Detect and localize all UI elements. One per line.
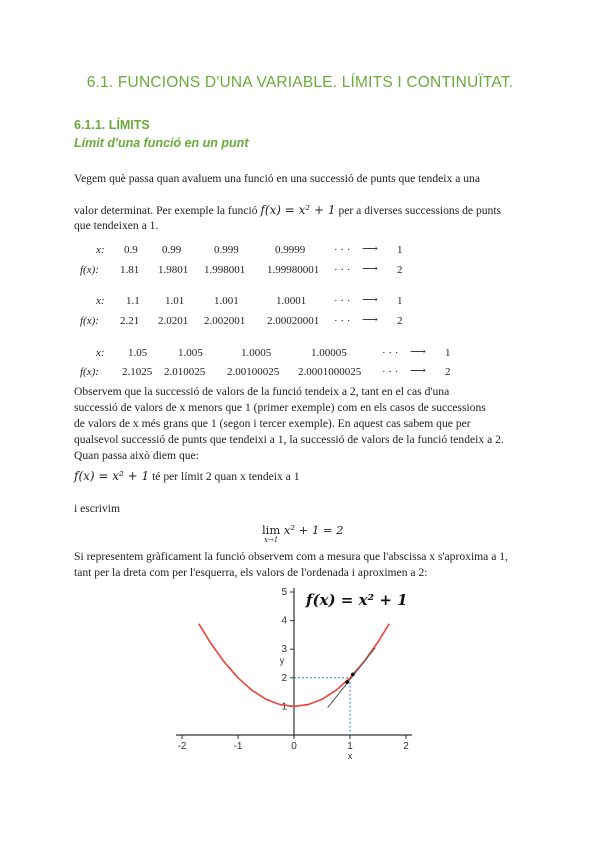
table2-f-label: f(x):	[80, 315, 99, 327]
table3-f-cell: 2	[445, 366, 451, 378]
table2-f-cell: 2.21	[120, 315, 140, 327]
limit-lim: lim	[262, 523, 281, 537]
table3-x-cell: 1.0005	[241, 347, 272, 359]
table1-f-cell: 2	[397, 264, 403, 276]
table1-f-cell: 1.99980001	[267, 264, 320, 276]
table3-f-label: f(x):	[80, 366, 99, 378]
table1-x-cell: ⟶	[362, 243, 378, 255]
table2-x-cell: 1.1	[126, 295, 140, 307]
x-tick-label: -1	[233, 741, 243, 752]
table1-x-cell: · · ·	[334, 244, 351, 256]
table1-x-cell: 0.9999	[275, 244, 306, 256]
table2-f-cell: 2.00020001	[267, 315, 320, 327]
y-tick-label: 3	[281, 644, 287, 656]
table1-f-cell: 1.998001	[204, 264, 246, 276]
x-tick-label: 0	[291, 741, 297, 752]
table2-x-cell: 1.01	[165, 295, 185, 307]
y-tick-label: 2	[281, 672, 287, 684]
function-formula: f(x) = x² + 1	[260, 203, 336, 217]
para2-line2: successió de valors de x menors que 1 (primer exemple) com en els casos de successions	[74, 401, 486, 414]
table2-x-label: x:	[96, 295, 105, 307]
table1-f-cell: · · ·	[334, 264, 351, 276]
table3-x-cell: 1.05	[128, 347, 148, 359]
table3-f-cell: 2.00100025	[227, 366, 280, 378]
table3-x-cell: 1	[445, 347, 451, 359]
limit-subscript: x→1	[263, 536, 279, 544]
chart-title: f(x) = x² + 1	[306, 590, 408, 609]
function-formula-2: f(x) = x² + 1	[74, 469, 150, 483]
table1-x-cell: 0.9	[124, 244, 138, 256]
table1-x-label: x:	[96, 244, 105, 256]
table1-f-cell: 1.9801	[158, 264, 189, 276]
table1-f-label: f(x):	[80, 264, 99, 276]
table3-f-cell: ⟶	[410, 365, 426, 377]
table3-x-cell: 1.005	[178, 347, 203, 359]
para1-line2b: per a diverses successions de punts	[338, 204, 502, 217]
table1-f-cell: 1.81	[120, 264, 140, 276]
para2-line3: de valors de x més grans que 1 (segon i tercer exemple). En aquest cas sabem que per	[74, 417, 471, 430]
x-tick-label: 1	[347, 741, 353, 752]
page-title: 6.1. FUNCIONS D'UNA VARIABLE. LÍMITS I CONTINUÏTAT.	[86, 74, 514, 91]
table1-x-cell: 1	[397, 244, 403, 256]
table3-x-cell: ⟶	[410, 346, 426, 358]
para2-line4: qualsevol successió de punts que tendeixi a 1, la successió de valors de la funció tendeix a 2.	[74, 433, 504, 446]
table1-x-cell: 0.99	[162, 244, 182, 256]
table2-f-cell: 2.0201	[158, 315, 189, 327]
para2-line5: Quan passa això diem que:	[74, 449, 199, 462]
table3-x-cell: 1.00005	[311, 347, 347, 359]
y-axis-label: y	[279, 655, 285, 666]
subsection-heading: Límit d'una funció en un punt	[74, 136, 249, 150]
limit-expression: x² + 1 = 2	[283, 523, 344, 537]
table2-f-cell: 2	[397, 315, 403, 327]
table2-x-cell: 1.0001	[276, 295, 307, 307]
para1-line3: que tendeixen a 1.	[74, 219, 159, 232]
para4-line2: tant per la dreta com per l'esquerra, els valors de l'ordenada i aproximen a 2:	[74, 566, 428, 579]
table1-f-cell: ⟶	[362, 263, 378, 275]
table3-x-label: x:	[96, 347, 105, 359]
table1-x-cell: 0.999	[214, 244, 239, 256]
table2-x-cell: ⟶	[362, 294, 378, 306]
x-axis-label: x	[347, 751, 353, 761]
table2-f-cell: 2.002001	[204, 315, 246, 327]
table2-x-cell: · · ·	[334, 295, 351, 307]
table3-f-cell: 2.010025	[164, 366, 206, 378]
table3-f-cell: 2.1025	[122, 366, 153, 378]
table3-f-cell: 2.0001000025	[298, 366, 362, 378]
table3-x-cell: · · ·	[382, 347, 399, 359]
para1-line2a: valor determinat. Per exemple la funció	[74, 204, 258, 217]
table2-x-cell: 1	[397, 295, 403, 307]
table3-f-cell: · · ·	[382, 366, 399, 378]
para2-line1: Observem que la successió de valors de la funció tendeix a 2, tant en el cas d'una	[74, 385, 450, 398]
approach-point-right	[351, 673, 355, 677]
y-tick-label: 4	[281, 615, 287, 627]
x-tick-label: -2	[177, 741, 187, 752]
para2-line6-text: té per límit 2 quan x tendeix a 1	[152, 470, 300, 483]
x-tick-label: 2	[403, 741, 409, 752]
table2-f-cell: ⟶	[362, 314, 378, 326]
y-tick-label: 5	[281, 587, 287, 598]
table2-x-cell: 1.001	[214, 295, 239, 307]
para1-line1: Vegem què passa quan avaluem una funció en una successió de punts que tendeix a una	[74, 172, 480, 185]
para4-line1: Si representem gràficament la funció observem com a mesura que l'abscissa x s'aproxima a 1,	[74, 550, 508, 563]
y-tick-label: 1	[281, 701, 287, 713]
table2-f-cell: · · ·	[334, 315, 351, 327]
section-heading: 6.1.1. LÍMITS	[74, 118, 150, 132]
para3-text: i escrivim	[74, 502, 121, 515]
approach-point-left	[345, 680, 349, 684]
